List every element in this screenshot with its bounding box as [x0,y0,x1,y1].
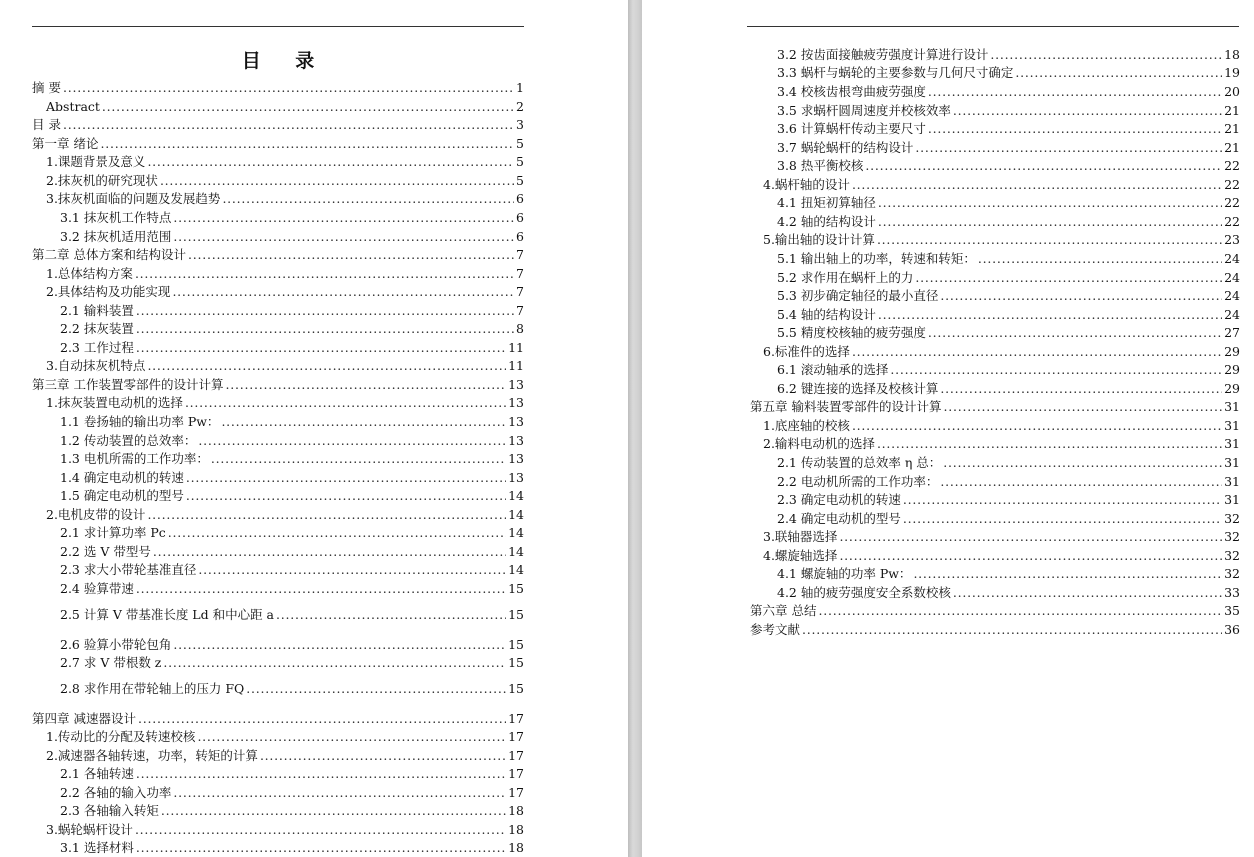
toc-entry-page-number: 17 [508,766,524,781]
toc-entry [763,416,1240,433]
toc-entry-page-number: 13 [508,433,524,448]
toc-leader-dots [135,266,514,281]
toc-entry-label: 3.联轴器选择 [763,529,838,544]
toc-entry-page-number: 18 [1224,47,1240,62]
toc-entry-page-number: 17 [508,748,524,763]
toc-leader-dots [839,529,1222,544]
toc-entry-page-number: 5 [516,136,524,151]
toc-leader-dots [943,399,1222,414]
toc-entry-label: 3.6 计算蜗杆传动主要尺寸 [777,121,926,136]
toc-entry [777,472,1240,489]
toc-entry-label: 2.减速器各轴转速，功率，转矩的计算 [46,748,258,763]
toc-entry-page-number: 31 [1224,455,1240,470]
toc-entry-page-number: 6 [516,191,524,206]
toc-entry [777,509,1240,526]
toc-entry-page-number: 24 [1224,251,1240,266]
toc-entry [60,412,524,429]
toc-leader-dots [136,766,506,781]
toc-entry-label: 第一章 绪论 [32,136,99,151]
toc-entry-page-number: 20 [1224,84,1240,99]
toc-entry-page-number: 14 [508,544,524,559]
toc-leader-dots [63,117,514,132]
toc-leader-dots [915,270,1222,285]
toc-entry-label: 5.输出轴的设计计算 [763,232,875,247]
toc-leader-dots [978,251,1222,266]
toc-entry-page-number: 11 [508,358,524,373]
toc-entry [60,801,524,818]
toc-entry [777,63,1240,80]
toc-entry [60,301,524,318]
toc-leader-dots [136,303,514,318]
toc-entry-page-number: 29 [1224,381,1240,396]
toc-entry-page-number: 13 [508,451,524,466]
toc-entry-page-number: 17 [508,729,524,744]
toc-entry-page-number: 15 [508,655,524,670]
toc-leader-dots [100,136,514,151]
toc-leader-dots [222,191,514,206]
toc-entry-label: 2.1 各轴转速 [60,766,134,781]
toc-entry-label: 2.1 传动装置的总效率 η 总： [777,455,942,470]
toc-chapter-entry [750,601,1240,618]
toc-entry-page-number: 15 [508,681,524,696]
toc-entry-page-number: 22 [1224,214,1240,229]
toc-leader-dots [136,581,506,596]
toc-entry-page-number: 3 [516,117,524,132]
toc-entry-page-number: 22 [1224,158,1240,173]
toc-leader-dots [915,140,1222,155]
toc-leader-dots [225,377,506,392]
toc-leader-dots [163,655,506,670]
toc-entry-page-number: 32 [1224,511,1240,526]
toc-entry-label: 2.2 电动机所需的工作功率： [777,474,939,489]
toc-entry-label: 3.自动抹灰机特点 [46,358,146,373]
toc-entry-label: 1.抹灰装置电动机的选择 [46,395,183,410]
toc-leader-dots [186,470,506,485]
toc-entry-label: 6.标准件的选择 [763,344,850,359]
toc-entry [60,542,524,559]
toc-entry-label: 4.螺旋轴选择 [763,548,838,563]
toc-entry [60,679,524,696]
toc-leader-dots [953,103,1222,118]
toc-entry-label: 第三章 工作装置零部件的设计计算 [32,377,224,392]
toc-entry [46,264,524,281]
toc-entry-label: Abstract [46,99,100,114]
toc-chapter-entry [32,78,524,95]
toc-entry-label: 1.4 确定电动机的转速 [60,470,184,485]
toc-entry [46,727,524,744]
toc-entry-label: 2.3 求大小带轮基准直径 [60,562,197,577]
toc-entry-page-number: 21 [1224,121,1240,136]
toc-entry [763,527,1240,544]
toc-entry-page-number: 7 [516,247,524,262]
toc-entry-page-number: 7 [516,303,524,318]
toc-entry-label: 2.3 工作过程 [60,340,134,355]
toc-entry-page-number: 24 [1224,288,1240,303]
toc-chapter-entry [750,397,1240,414]
toc-leader-dots [928,84,1222,99]
toc-entry-label: 5.5 精度校核轴的疲劳强度 [777,325,926,340]
toc-leader-dots [928,325,1222,340]
toc-entry [46,97,524,114]
toc-entry-label: 第四章 减速器设计 [32,711,136,726]
toc-leader-dots [135,822,506,837]
toc-entry-label: 1.2 传动装置的总效率： [60,433,197,448]
toc-entry-label: 3.1 选择材料 [60,840,134,855]
toc-leader-dots [197,729,506,744]
toc-leader-dots [260,748,506,763]
toc-entry-page-number: 17 [508,711,524,726]
toc-leader-dots [186,488,506,503]
toc-entry-page-number: 22 [1224,195,1240,210]
toc-entry-label: 1.3 电机所需的工作功率： [60,451,209,466]
toc-entry-page-number: 29 [1224,362,1240,377]
toc-leader-dots [852,177,1222,192]
toc-entry [777,453,1240,470]
toc-entry-label: 4.2 轴的结构设计 [777,214,876,229]
toc-entry-label: 参考文献 [750,622,801,637]
toc-leader-dots [173,229,514,244]
toc-entry-page-number: 18 [508,840,524,855]
toc-entry [60,635,524,652]
toc-entry [777,490,1240,507]
toc-entry-page-number: 22 [1224,177,1240,192]
toc-entry-page-number: 14 [508,507,524,522]
toc-entry [777,379,1240,396]
toc-entry-page-number: 32 [1224,529,1240,544]
toc-entry-label: 2.具体结构及功能实现 [46,284,171,299]
toc-entry-page-number: 5 [516,154,524,169]
toc-entry [763,342,1240,359]
toc-entry [46,282,524,299]
toc-entry [777,101,1240,118]
toc-entry-page-number: 23 [1224,232,1240,247]
toc-entry-label: 5.3 初步确定轴径的最小直径 [777,288,939,303]
toc-leader-dots [147,154,514,169]
toc-entry [60,783,524,800]
toc-entry-page-number: 15 [508,637,524,652]
toc-entry-label: 1.5 确定电动机的型号 [60,488,184,503]
toc-entry [46,189,524,206]
toc-leader-dots [198,433,506,448]
toc-chapter-entry [32,375,524,392]
toc-entry-label: 3.8 热平衡校核 [777,158,864,173]
toc-entry-page-number: 36 [1224,622,1240,637]
toc-entry-label: 3.1 抹灰机工作特点 [60,210,172,225]
toc-entry-page-number: 31 [1224,474,1240,489]
toc-chapter-entry [32,245,524,262]
toc-leader-dots [877,436,1222,451]
toc-entry-label: 2.4 确定电动机的型号 [777,511,901,526]
toc-entry [60,579,524,596]
toc-entry [60,227,524,244]
toc-leader-dots [913,566,1222,581]
toc-leader-dots [198,562,506,577]
toc-entry [777,45,1240,62]
toc-leader-dots [940,288,1222,303]
toc-entry-page-number: 13 [508,414,524,429]
header-rule [747,26,1239,27]
toc-entry [60,319,524,336]
toc-entry [777,212,1240,229]
toc-entry-page-number: 15 [508,607,524,622]
toc-leader-dots [172,284,514,299]
toc-leader-dots [990,47,1222,62]
toc-entry-page-number: 31 [1224,418,1240,433]
toc-entry-label: 3.3 蜗杆与蜗轮的主要参数与几何尺寸确定 [777,65,1014,80]
toc-leader-dots [153,544,506,559]
toc-entry-page-number: 21 [1224,140,1240,155]
toc-chapter-entry [32,709,524,726]
toc-entry-label: 5.2 求作用在蜗杆上的力 [777,270,914,285]
toc-chapter-entry [32,115,524,132]
toc-leader-dots [246,681,506,696]
toc-entry [777,564,1240,581]
toc-leader-dots [802,622,1222,637]
toc-leader-dots [878,214,1222,229]
toc-entry [46,505,524,522]
toc-entry-page-number: 24 [1224,307,1240,322]
toc-leader-dots [136,321,514,336]
toc-leader-dots [136,840,506,855]
toc-entry-label: 5.4 轴的结构设计 [777,307,876,322]
toc-leader-dots [878,307,1222,322]
toc-entry [60,338,524,355]
toc-leader-dots [221,414,506,429]
toc-entry [46,746,524,763]
toc-entry-page-number: 31 [1224,492,1240,507]
toc-leader-dots [138,711,506,726]
toc-entry-page-number: 13 [508,395,524,410]
toc-entry-label: 3.4 校核齿根弯曲疲劳强度 [777,84,926,99]
toc-entry-label: 2.8 求作用在带轮轴上的压力 FQ [60,681,245,696]
toc-entry [777,156,1240,173]
toc-entry-page-number: 29 [1224,344,1240,359]
toc-entry-page-number: 19 [1224,65,1240,80]
toc-leader-dots [903,492,1222,507]
toc-entry [777,138,1240,155]
toc-entry [46,152,524,169]
toc-leader-dots [852,344,1222,359]
toc-entry [763,434,1240,451]
toc-chapter-entry [750,620,1240,637]
toc-leader-dots [147,358,506,373]
toc-leader-dots [953,585,1222,600]
toc-entry [777,360,1240,377]
toc-leader-dots [276,607,506,622]
toc-entry-label: 4.2 轴的疲劳强度安全系数校核 [777,585,951,600]
toc-entry-label: 2.电机皮带的设计 [46,507,146,522]
toc-entry [777,82,1240,99]
toc-entry [60,486,524,503]
toc-entry-page-number: 32 [1224,566,1240,581]
toc-entry-page-number: 8 [516,321,524,336]
toc-entry [777,119,1240,136]
toc-entry-label: 6.1 滚动轴承的选择 [777,362,889,377]
toc-leader-dots [940,381,1222,396]
toc-entry-label: 2.2 各轴的输入功率 [60,785,172,800]
toc-entry-label: 2.2 抹灰装置 [60,321,134,336]
toc-entry-label: 2.2 选 V 带型号 [60,544,151,559]
toc-entry-label: 4.1 扭矩初算轴径 [777,195,876,210]
toc-entry [777,249,1240,266]
toc-leader-dots [102,99,514,114]
document-page-right [642,0,1254,857]
toc-entry [60,468,524,485]
toc-entry-label: 2.7 求 V 带根数 z [60,655,162,670]
toc-entry-label: 3.蜗轮蜗杆设计 [46,822,133,837]
toc-entry-page-number: 27 [1224,325,1240,340]
toc-entry-label: 目 录 [32,117,61,132]
toc-entry-page-number: 33 [1224,585,1240,600]
toc-leader-dots [136,340,506,355]
toc-entry [777,268,1240,285]
toc-entry-label: 5.1 输出轴上的功率，转速和转矩： [777,251,976,266]
toc-entry-page-number: 2 [516,99,524,114]
toc-leader-dots [818,603,1222,618]
toc-entry-label: 摘 要 [32,80,61,95]
toc-entry-label: 6.2 键连接的选择及校核计算 [777,381,939,396]
toc-entry-label: 第二章 总体方案和结构设计 [32,247,186,262]
toc-entry-label: 1.传动比的分配及转速校核 [46,729,196,744]
toc-entry-label: 1.课题背景及意义 [46,154,146,169]
toc-leader-dots [173,637,506,652]
toc-entry [60,449,524,466]
toc-leader-dots [943,455,1222,470]
toc-leader-dots [865,158,1222,173]
toc-entry-label: 2.1 输料装置 [60,303,134,318]
toc-entry [777,583,1240,600]
toc-entry [763,175,1240,192]
toc-leader-dots [173,785,506,800]
toc-entry-page-number: 35 [1224,603,1240,618]
page-gutter [628,0,642,857]
toc-entry [60,605,524,622]
toc-entry-page-number: 18 [508,822,524,837]
toc-leader-dots [1015,65,1222,80]
toc-leader-dots [173,210,514,225]
toc-entry-label: 3.2 按齿面接触疲劳强度计算进行设计 [777,47,989,62]
toc-entry-page-number: 7 [516,266,524,281]
toc-entry [46,171,524,188]
toc-entry-page-number: 32 [1224,548,1240,563]
toc-leader-dots [903,511,1222,526]
toc-entry-label: 1.底座轴的校核 [763,418,850,433]
toc-entry-page-number: 31 [1224,399,1240,414]
toc-leader-dots [877,232,1222,247]
toc-entry [46,820,524,837]
toc-entry [60,208,524,225]
toc-entry-page-number: 14 [508,488,524,503]
toc-leader-dots [168,525,506,540]
toc-entry-label: 1.总体结构方案 [46,266,133,281]
toc-entry-label: 4.1 螺旋轴的功率 Pw： [777,566,912,581]
toc-leader-dots [852,418,1222,433]
toc-entry [60,560,524,577]
toc-entry-label: 3.7 蜗轮蜗杆的结构设计 [777,140,914,155]
toc-leader-dots [878,195,1222,210]
toc-chapter-entry [32,134,524,151]
header-rule [32,26,524,27]
toc-title: 目 录 [241,50,329,72]
toc-entry-page-number: 7 [516,284,524,299]
toc-leader-dots [188,247,514,262]
toc-entry-label: 第六章 总结 [750,603,817,618]
toc-entry-label: 3.5 求蜗杆圆周速度并校核效率 [777,103,951,118]
toc-entry-page-number: 18 [508,803,524,818]
toc-leader-dots [161,803,506,818]
toc-entry [763,230,1240,247]
toc-leader-dots [185,395,506,410]
toc-entry-label: 4.蜗杆轴的设计 [763,177,850,192]
toc-entry-page-number: 1 [516,80,524,95]
toc-leader-dots [940,474,1222,489]
toc-entry-label: 2.4 验算带速 [60,581,134,596]
toc-leader-dots [147,507,506,522]
toc-entry [60,431,524,448]
toc-entry-page-number: 11 [508,340,524,355]
toc-entry-label: 2.6 验算小带轮包角 [60,637,172,652]
toc-entry-page-number: 13 [508,377,524,392]
toc-entry-page-number: 31 [1224,436,1240,451]
toc-entry [60,764,524,781]
toc-entry-page-number: 24 [1224,270,1240,285]
toc-entry-page-number: 5 [516,173,524,188]
toc-entry [763,546,1240,563]
toc-entry [777,323,1240,340]
toc-entry [60,653,524,670]
toc-entry-label: 2.1 求计算功率 Pc [60,525,166,540]
toc-entry-label: 3.2 抹灰机适用范围 [60,229,172,244]
toc-entry-label: 2.抹灰机的研究现状 [46,173,158,188]
toc-entry-label: 1.1 卷扬轴的输出功率 Pw： [60,414,220,429]
toc-entry-label: 第五章 输料装置零部件的设计计算 [750,399,942,414]
toc-entry [777,305,1240,322]
toc-leader-dots [839,548,1222,563]
toc-entry-label: 2.5 计算 V 带基准长度 Ld 和中心距 a [60,607,275,622]
toc-leader-dots [63,80,514,95]
toc-entry [46,393,524,410]
toc-entry-label: 3.抹灰机面临的问题及发展趋势 [46,191,221,206]
toc-entry-page-number: 6 [516,210,524,225]
toc-entry-page-number: 14 [508,525,524,540]
toc-leader-dots [928,121,1222,136]
toc-entry-page-number: 21 [1224,103,1240,118]
toc-entry-label: 2.3 各轴输入转矩 [60,803,159,818]
toc-entry [60,523,524,540]
toc-entry-label: 2.输料电动机的选择 [763,436,875,451]
toc-entry-page-number: 13 [508,470,524,485]
toc-entry [777,286,1240,303]
toc-leader-dots [160,173,514,188]
toc-leader-dots [211,451,506,466]
toc-entry-page-number: 14 [508,562,524,577]
toc-entry-page-number: 17 [508,785,524,800]
toc-entry-label: 2.3 确定电动机的转速 [777,492,901,507]
toc-entry-page-number: 6 [516,229,524,244]
toc-entry [777,193,1240,210]
toc-entry [60,838,524,855]
toc-leader-dots [890,362,1222,377]
toc-entry-page-number: 15 [508,581,524,596]
toc-entry [46,356,524,373]
